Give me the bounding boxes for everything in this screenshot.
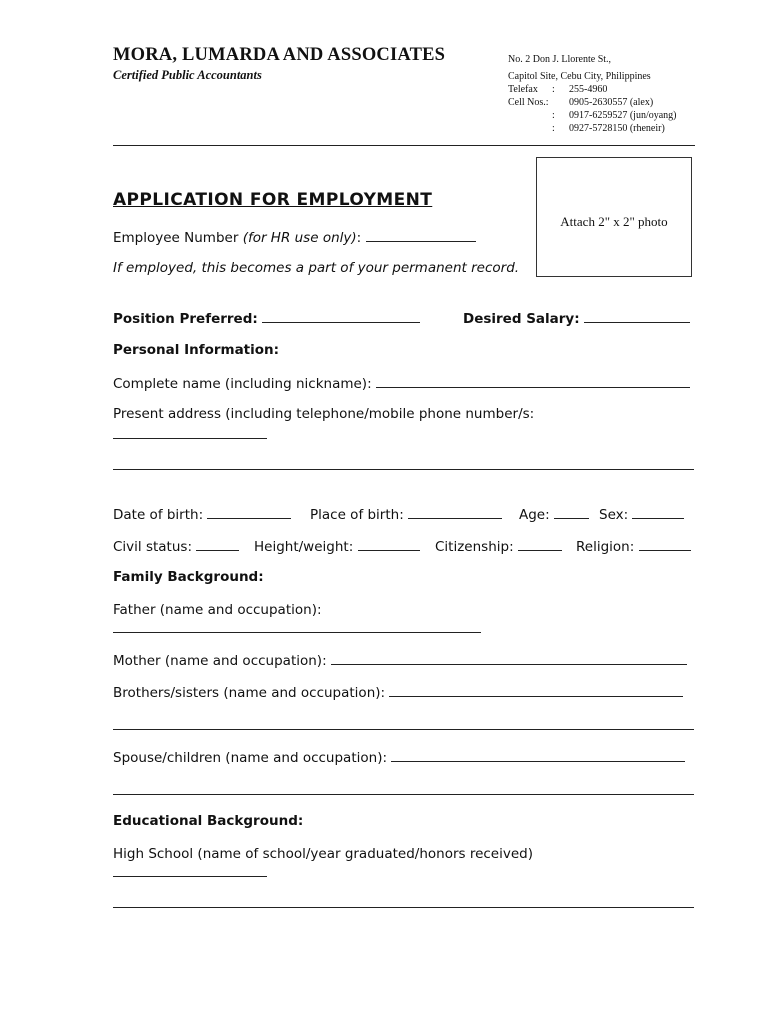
religion-row: [576, 537, 691, 555]
place-of-birth-row: [310, 505, 502, 523]
civil-status-field[interactable]: [196, 537, 239, 551]
high-school-label: High School (name of school/year graduated/honors received): [113, 846, 533, 862]
position-preferred-field[interactable]: [262, 309, 420, 323]
photo-box-label: Attach 2" x 2" photo: [560, 214, 668, 229]
citizenship-row: [435, 537, 562, 555]
religion-field[interactable]: [639, 537, 691, 551]
desired-salary-row: [463, 309, 690, 327]
father-field[interactable]: [113, 632, 481, 633]
address-line-2: Capitol Site, Cebu City, Philippines: [508, 71, 651, 82]
employee-number-colon: :: [356, 230, 362, 246]
employee-number-label: Employee Number: [113, 230, 239, 246]
employee-number-field[interactable]: [366, 228, 476, 242]
sex-field[interactable]: [632, 505, 684, 519]
citizenship-field[interactable]: [518, 537, 562, 551]
present-address-field-2[interactable]: [113, 469, 694, 470]
address-line-1: No. 2 Don J. Llorente St.,: [508, 54, 612, 65]
age-label: Age:: [519, 507, 550, 523]
spouse-children-label: Spouse/children (name and occupation):: [113, 750, 388, 766]
header-divider: [113, 145, 695, 146]
photo-box[interactable]: [536, 157, 692, 277]
civil-status-label: Civil status:: [113, 539, 192, 555]
employee-number-row: [113, 228, 476, 246]
place-of-birth-label: Place of birth:: [310, 507, 404, 523]
civil-status-row: [113, 537, 239, 555]
company-tagline: Certified Public Accountants: [113, 68, 262, 82]
age-row: [519, 505, 589, 523]
complete-name-field[interactable]: [376, 374, 690, 388]
spouse-children-field-2[interactable]: [113, 794, 694, 795]
cell-separator-2: :: [552, 110, 555, 121]
brothers-sisters-field-2[interactable]: [113, 729, 694, 730]
telefax-number: 255-4960: [569, 84, 608, 95]
place-of-birth-field[interactable]: [408, 505, 502, 519]
cell-separator-3: :: [552, 123, 555, 134]
religion-label: Religion:: [576, 539, 635, 555]
date-of-birth-label: Date of birth:: [113, 507, 204, 523]
telefax-separator: :: [552, 84, 555, 95]
high-school-field-1[interactable]: [113, 876, 267, 877]
position-preferred-label: Position Preferred:: [113, 311, 258, 327]
cell-number-3: 0927-5728150 (rheneir): [569, 123, 665, 134]
personal-information-heading: Personal Information:: [113, 342, 280, 358]
present-address-label: Present address (including telephone/mobile phone number/s:: [113, 406, 535, 422]
sex-row: [599, 505, 684, 523]
date-of-birth-row: [113, 505, 291, 523]
desired-salary-label: Desired Salary:: [463, 311, 580, 327]
cell-number-1: 0905-2630557 (alex): [569, 97, 654, 108]
spouse-children-row: [113, 748, 685, 766]
brothers-sisters-label: Brothers/sisters (name and occupation):: [113, 685, 386, 701]
high-school-field-2[interactable]: [113, 907, 694, 908]
date-of-birth-field[interactable]: [207, 505, 291, 519]
educational-background-heading: Educational Background:: [113, 813, 304, 829]
position-preferred-row: [113, 309, 420, 327]
cell-label: Cell Nos.:: [508, 97, 549, 108]
age-field[interactable]: [554, 505, 589, 519]
permanent-record-note: If employed, this becomes a part of your permanent record.: [113, 260, 520, 276]
father-label: Father (name and occupation):: [113, 602, 322, 618]
citizenship-label: Citizenship:: [435, 539, 514, 555]
complete-name-row: [113, 374, 690, 392]
height-weight-label: Height/weight:: [254, 539, 354, 555]
telefax-label: Telefax: [508, 84, 538, 95]
present-address-field-1[interactable]: [113, 438, 267, 439]
form-title: APPLICATION FOR EMPLOYMENT: [113, 190, 433, 210]
family-background-heading: Family Background:: [113, 569, 264, 585]
employee-number-note: (for HR use only): [242, 230, 357, 246]
height-weight-field[interactable]: [358, 537, 420, 551]
desired-salary-field[interactable]: [584, 309, 690, 323]
mother-label: Mother (name and occupation):: [113, 653, 327, 669]
mother-field[interactable]: [331, 651, 687, 665]
mother-row: [113, 651, 687, 669]
complete-name-label: Complete name (including nickname):: [113, 376, 372, 392]
spouse-children-field[interactable]: [391, 748, 685, 762]
brothers-sisters-row: [113, 683, 683, 701]
height-weight-row: [254, 537, 420, 555]
company-name: MORA, LUMARDA AND ASSOCIATES: [113, 45, 446, 65]
brothers-sisters-field[interactable]: [389, 683, 683, 697]
sex-label: Sex:: [599, 507, 629, 523]
cell-number-2: 0917-6259527 (jun/oyang): [569, 110, 677, 121]
